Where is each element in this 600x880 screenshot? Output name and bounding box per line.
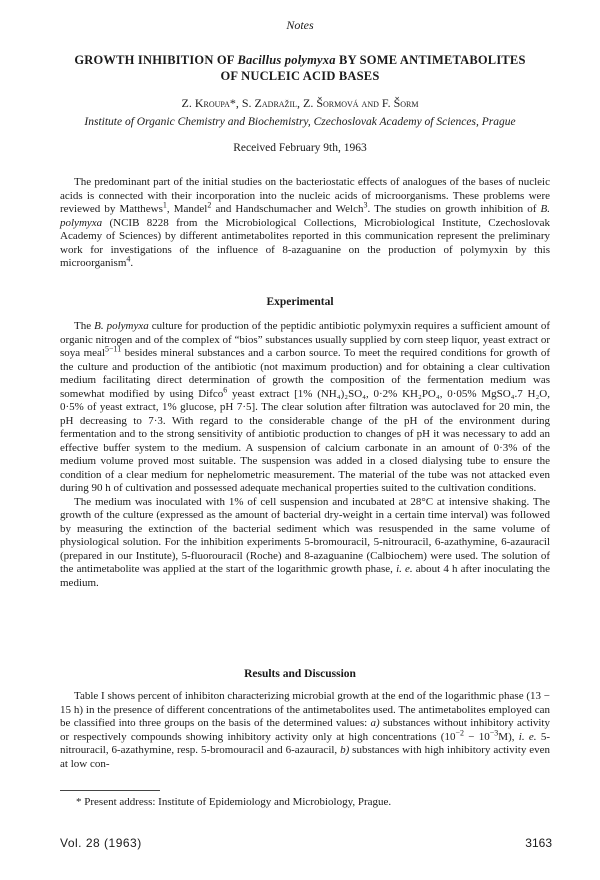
exp-text-c: besides mineral substances and a carbon source. To meet the required conditions for growth of the culture and production of the antibiotic (not maximum production) and for obtaining a clear cultivation medium facilitating direct determination of growth the composition of the fermentation medium was somewhat modified by using Difco <box>60 347 550 400</box>
res-text-d: M), <box>498 730 519 743</box>
ref-6: 6 <box>223 384 228 394</box>
intro-text-5: (NCIB 8228 from the Microbiological Collections, Microbiological Institute, Czechoslovak Academy of Sciences) by different antimetabolites reported in this communication represent the preliminary work for investigations of the influence of 8-azaguanine on the production of polymyxin by this microorganism <box>60 216 550 269</box>
page-number: 3163 <box>525 836 552 850</box>
title-line2: OF NUCLEIC ACID BASES <box>220 69 380 83</box>
ref-3: 3 <box>363 200 368 210</box>
res-text-b: substances without inhibitory activity or respectively compounds showing inhibitory activity only at high concentrations (10 <box>60 717 550 743</box>
res-ie: i. e. <box>518 730 537 743</box>
intro-text-4: . The studies on growth inhibition of <box>367 203 541 215</box>
exp-ie: i. e. <box>396 563 413 575</box>
ref-5-11: 5−11 <box>105 344 122 354</box>
intro-text-1: The predominant part of the initial studies on the bacteriostatic effects of analogues of the bases of nucleic acids is connected with their incorporation into the nucleic acids of microorganisms. These problems were reviewed by Matthews <box>60 176 550 215</box>
running-head: Notes <box>286 18 314 32</box>
res-label-a: a) <box>370 717 380 729</box>
exp-text-d: yeast extract [1% (NH₄)₂SO₄, 0·2% KH₂PO₄, 0·05% MgSO₄.7 H₂O, 0·5% of yeast extract, 1% glucose, pH 7·5]. The clear solution after filtration was autoclaved for 20 min, the pH decreasing to 7·3. With regard to the considerable change of the pH of the environment during fermentation and to the strong sensitivity of antibiotic production to changes of pH it was necessary to add an effective buffer system to the medium. A suspension of calcium carbonate in an amount of 0·3% of the medium volume proved most suitable. The suspension was added in a closed dialysing tube to ensure the condition of a clear medium for nephelometric measurement. The material of the tube was not attacked even during 90 h of cultivation and possessed adequate mechanical properties suited to the cultivation conditions. <box>60 387 550 494</box>
exp-text-a: The <box>74 320 95 332</box>
res-text-e: 5-nitrouracil, 6-azathymine, resp. 5-bromouracil and 6-azauracil, <box>60 730 550 756</box>
res-text-c: − 10 <box>463 730 490 743</box>
intro-species: B. polymyxa <box>60 203 550 229</box>
experimental-paragraph-2 <box>60 496 550 591</box>
exp-text-e: The medium was inoculated with 1% of cell suspension and incubated at 28°C at intensive shaking. The growth of the culture (expressed as the amount of bacterial dry-weight in a certain time interval) was followed by measuring the extinction of the bacterial sediment which was resuspended in the same volume of physiological solution. For the inhibition experiments 5-bromouracil, 5-nitrouracil, 6-azathymine, 6-azauracil (prepared in our Institute), 5-fluorouracil (Roche) and 8-azaguanine (Calbiochem) were used. The solution of the antimetabolite was applied at the start of the logarithmic growth phase, <box>60 495 550 575</box>
ref-1: 1 <box>162 200 167 210</box>
intro-text-6: . <box>130 257 134 269</box>
footnote: * Present address: Institute of Epidemiology and Microbiology, Prague. <box>76 796 392 808</box>
experimental-paragraph-1 <box>60 320 550 496</box>
exp-text-b: culture for production of the peptidic antibiotic polymyxin requires a sufficient amount of organic nitrogen and of the complex of “bios” substances usually supplied by corn steep liquor, yeast extract or soya meal <box>60 320 550 359</box>
res-label-b: b) <box>340 744 350 756</box>
intro-text-2: , Mandel <box>166 203 208 215</box>
intro-section <box>60 176 550 271</box>
experimental-heading: Experimental <box>266 296 334 308</box>
results-paragraph <box>60 690 550 771</box>
title-line1-pre: GROWTH INHIBITION OF <box>74 53 238 67</box>
ref-2: 2 <box>207 200 212 210</box>
res-text-f: substances with high inhibitory activity even at low con- <box>60 744 550 770</box>
results-section <box>60 690 550 771</box>
intro-text-3: and Handschumacher and Welch <box>211 203 364 215</box>
title-species: Bacillus polymyxa <box>237 53 336 67</box>
res-text-a: Table I shows percent of inhibiton characterizing microbial growth at the end of the logarithmic phase (13 − 15 h) in the presence of different concentrations of the antimetabolites used. The antimetabolites employed can be classified into three groups on the basis of the determined values: <box>60 690 550 729</box>
title-line1-post: BY SOME ANTIMETABOLITES <box>335 53 526 67</box>
intro-paragraph <box>60 176 550 271</box>
ref-4: 4 <box>126 254 131 264</box>
article-title <box>40 52 560 84</box>
experimental-section <box>60 320 550 590</box>
volume-info: Vol. 28 (1963) <box>60 836 142 850</box>
received-date: Received February 9th, 1963 <box>233 142 367 154</box>
results-heading: Results and Discussion <box>244 668 356 680</box>
res-exp-1: −2 <box>455 727 464 737</box>
exp-species: B. polymyxa <box>94 320 149 332</box>
author-list: Z. Kroupa*, S. Zadražil, Z. Šormová and F. Šorm <box>181 96 419 110</box>
res-exp-2: −3 <box>489 727 499 737</box>
exp-text-f: about 4 h after inoculating the medium. <box>60 563 550 589</box>
affiliation: Institute of Organic Chemistry and Biochemistry, Czechoslovak Academy of Sciences, Prague <box>84 116 516 128</box>
footnote-divider <box>60 790 160 791</box>
